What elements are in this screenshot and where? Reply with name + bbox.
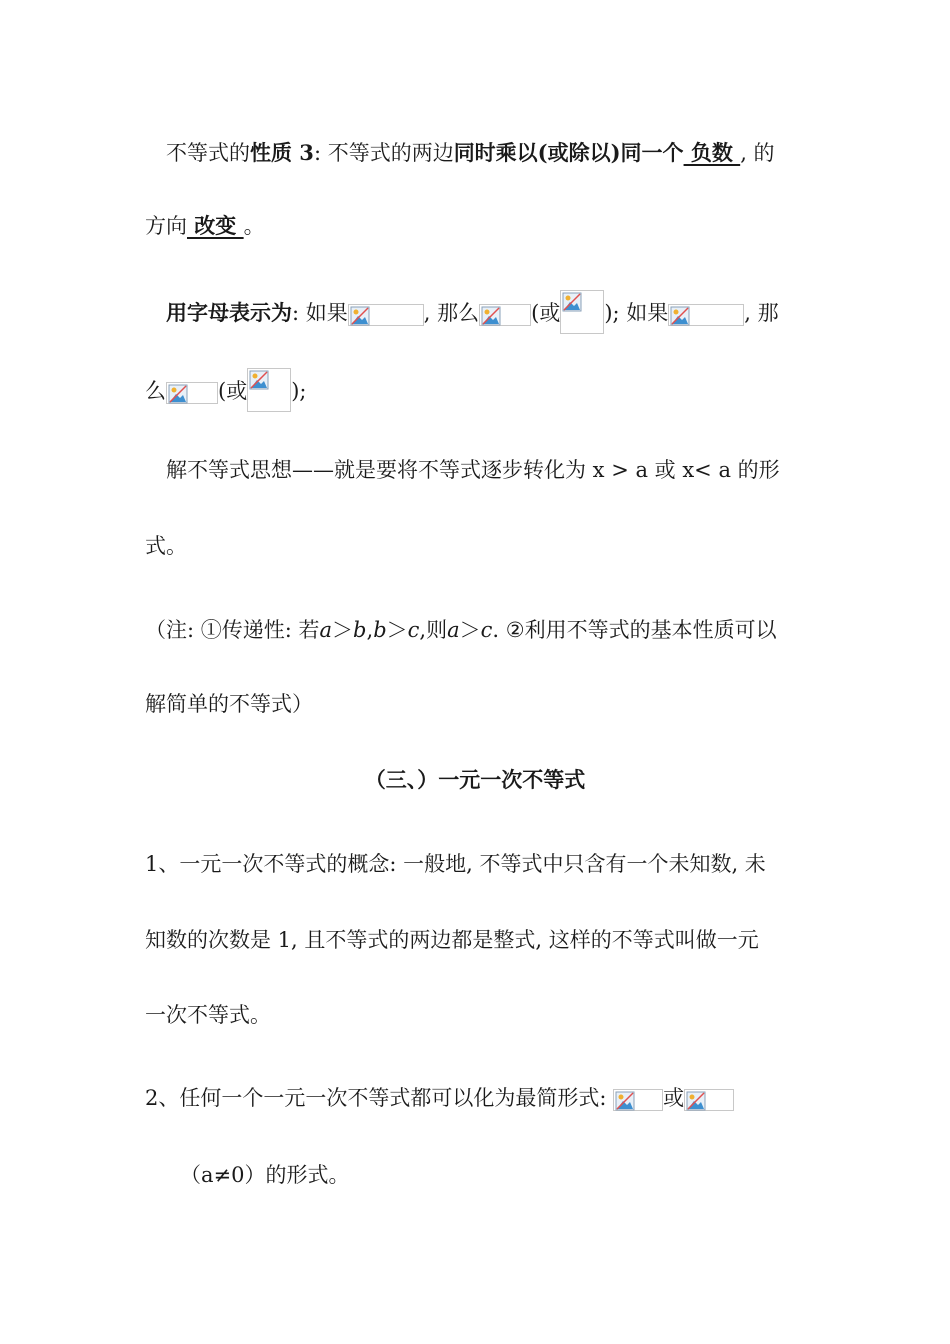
text: ,则 [419,618,448,642]
property3-line1 [166,138,775,168]
simplest-form-line2: （a≠0）的形式。 [180,1163,350,1187]
broken-image-icon [686,1091,706,1111]
text: （注: ①传递性: 若 [145,618,320,642]
formula-image [166,382,218,404]
text: 不等式的 [166,141,250,165]
formula-image [247,368,291,412]
text: , 那 [744,301,779,325]
formula-image [348,304,424,326]
answer-fill-negative: 负数 [683,140,741,165]
math-var: b [373,618,387,642]
definition-line1: 1、一元一次不等式的概念: 一般地, 不等式中只含有一个未知数, 未 [145,852,766,876]
broken-image-icon [350,306,370,326]
text: : 不等式的两边 [313,141,454,165]
text: (或 [218,379,248,403]
section-title: （三、）一元一次不等式 [364,767,586,792]
letter-form-line1 [166,290,779,334]
text: 。 [243,214,265,238]
property-label: 性质 3 [250,140,314,165]
broken-image-icon [615,1091,635,1111]
note-line2: 解简单的不等式） [145,692,313,716]
emphasis-text: 同时乘以(或除以)同一个 [453,140,684,165]
letter-form-label: 用字母表示为 [166,300,292,325]
definition-line2: 知数的次数是 1, 且不等式的两边都是整式, 这样的不等式叫做一元 [145,928,759,952]
text: ); [291,379,307,403]
formula-image [668,304,744,326]
math-op: ＞ [459,618,481,642]
math-op: ＞ [332,618,354,642]
text: , 那么 [423,301,480,325]
simplest-form-line1 [145,1083,734,1113]
text: 或 [663,1086,685,1110]
text: (或 [531,301,561,325]
text: : 如果 [292,301,348,325]
text: 方向 [145,214,187,238]
text: 么 [145,379,166,403]
math-var: a [447,618,460,642]
answer-fill-change: 改变 [187,213,244,238]
formula-image [684,1089,734,1111]
letter-form-line2 [145,368,306,412]
broken-image-icon [481,306,501,326]
text: ); 如果 [604,301,669,325]
note-line1 [145,615,777,645]
text: , [366,618,374,642]
math-var: a [319,618,333,642]
property3-line2 [145,211,265,241]
broken-image-icon [168,384,188,404]
solving-idea-line2: 式。 [145,534,187,558]
definition-line3: 一次不等式。 [145,1003,271,1027]
text: . ②利用不等式的基本性质可以 [492,618,777,642]
math-op: ＞ [386,618,408,642]
solving-idea-line1: 解不等式思想——就是要将不等式逐步转化为 x > a 或 x< a 的形 [166,458,780,482]
formula-image [560,290,604,334]
formula-image [479,304,531,326]
broken-image-icon [670,306,690,326]
broken-image-icon [249,370,269,390]
formula-image [613,1089,663,1111]
math-var: c [480,618,493,642]
broken-image-icon [562,292,582,312]
math-var: b [353,618,367,642]
math-var: c [407,618,420,642]
text: 2、任何一个一元一次不等式都可以化为最简形式: [145,1086,607,1110]
text: , 的 [740,141,775,165]
